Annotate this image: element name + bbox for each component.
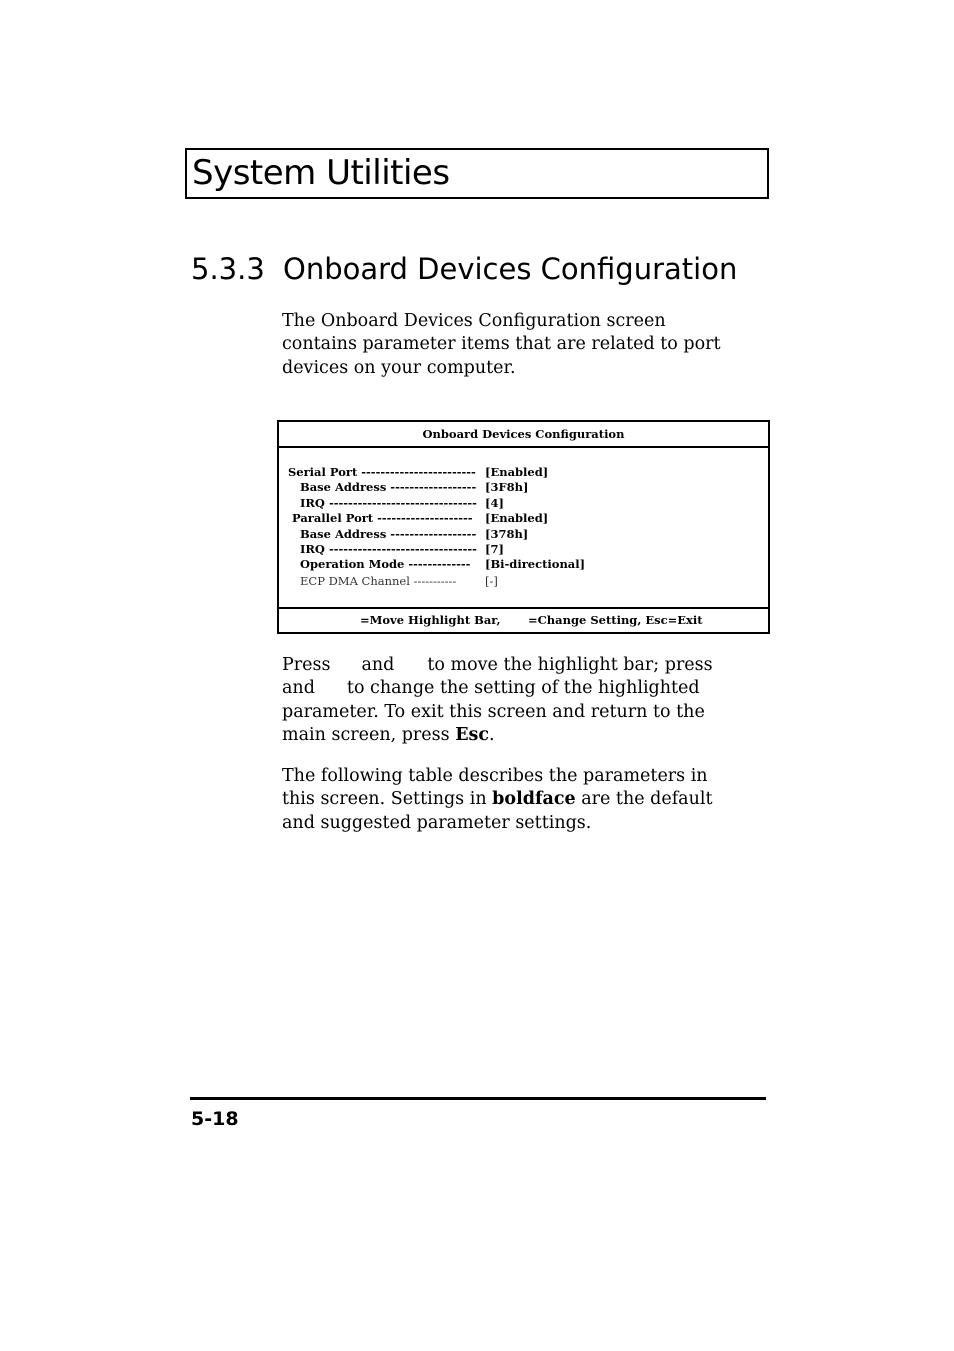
bios-row-label: Serial Port ------------------------ bbox=[288, 465, 476, 479]
change-text: to change the setting of the highlighted bbox=[346, 678, 700, 699]
bios-legend-move: =Move Highlight Bar, bbox=[360, 613, 501, 627]
bios-row-ecp-dma-channel bbox=[279, 574, 768, 589]
and-text: and bbox=[282, 678, 315, 699]
intro-line: devices on your computer. bbox=[282, 357, 516, 378]
table-note-line: The following table describes the parameters in bbox=[282, 766, 708, 786]
esc-key-text: Esc bbox=[455, 724, 490, 745]
bios-row-parallel-port bbox=[279, 511, 768, 526]
esc-suffix-text: . bbox=[489, 724, 495, 745]
page-number: 5-18 bbox=[191, 1108, 239, 1130]
table-note-prefix: this screen. Settings in bbox=[282, 789, 487, 810]
bios-row-serial-irq bbox=[279, 496, 768, 511]
bios-row-value: [Enabled] bbox=[485, 465, 549, 479]
bios-row-parallel-irq bbox=[279, 542, 768, 557]
bios-row-value: [7] bbox=[485, 541, 504, 556]
bios-screen-figure bbox=[277, 420, 770, 634]
bios-settings-list bbox=[279, 465, 768, 589]
chapter-title: System Utilities bbox=[192, 153, 450, 193]
move-text: to move the highlight bar; press bbox=[427, 655, 713, 675]
intro-paragraph bbox=[282, 310, 752, 380]
bios-row-value: [Bi-directional] bbox=[485, 557, 586, 572]
bios-row-label: Base Address ------------------ bbox=[300, 526, 477, 541]
bios-row-operation-mode bbox=[279, 557, 768, 572]
intro-line: The Onboard Devices Configuration screen bbox=[282, 311, 666, 331]
bios-row-label: Parallel Port -------------------- bbox=[292, 511, 473, 526]
press-text: Press bbox=[282, 655, 331, 675]
table-note-line bbox=[282, 788, 752, 811]
chapter-header-box bbox=[185, 148, 769, 199]
instructions-line bbox=[282, 654, 752, 677]
bios-row-label: IRQ ------------------------------- bbox=[300, 541, 477, 556]
table-note-suffix: are the default bbox=[581, 789, 713, 810]
bios-row-value: [378h] bbox=[485, 526, 529, 541]
table-note-paragraph bbox=[282, 765, 752, 835]
bios-row-label: ECP DMA Channel ----------- bbox=[300, 573, 457, 588]
and-text: and bbox=[361, 655, 395, 675]
bios-row-label: IRQ ------------------------------- bbox=[300, 495, 477, 510]
bios-row-value: [4] bbox=[485, 495, 504, 510]
boldface-term: boldface bbox=[492, 789, 576, 810]
instructions-paragraph bbox=[282, 654, 752, 747]
bios-key-legend bbox=[279, 607, 768, 632]
instructions-line bbox=[282, 677, 752, 700]
bios-row-value: [Enabled] bbox=[485, 511, 549, 526]
bios-row-serial-base-address bbox=[279, 480, 768, 495]
instructions-line bbox=[282, 724, 752, 747]
bios-row-parallel-base-address bbox=[279, 527, 768, 542]
bios-legend-change: =Change Setting, Esc=Exit bbox=[528, 613, 703, 627]
bios-row-value: [3F8h] bbox=[485, 480, 529, 495]
bios-screen-title: Onboard Devices Configuration bbox=[279, 422, 768, 448]
bios-row-value: [-] bbox=[485, 573, 498, 588]
bios-row-label: Operation Mode ------------- bbox=[300, 557, 471, 572]
section-title: Onboard Devices Configuration bbox=[283, 252, 738, 286]
section-number: 5.3.3 bbox=[191, 252, 265, 286]
bios-row-label: Base Address ------------------ bbox=[300, 480, 477, 495]
intro-line: contains parameter items that are related to port bbox=[282, 334, 721, 355]
table-note-line: and suggested parameter settings. bbox=[282, 812, 592, 833]
footer-rule bbox=[190, 1097, 766, 1100]
section-heading bbox=[191, 250, 737, 288]
bios-row-serial-port bbox=[279, 465, 768, 480]
esc-prefix-text: main screen, press bbox=[282, 724, 450, 745]
instructions-line: parameter. To exit this screen and return to the bbox=[282, 701, 705, 722]
